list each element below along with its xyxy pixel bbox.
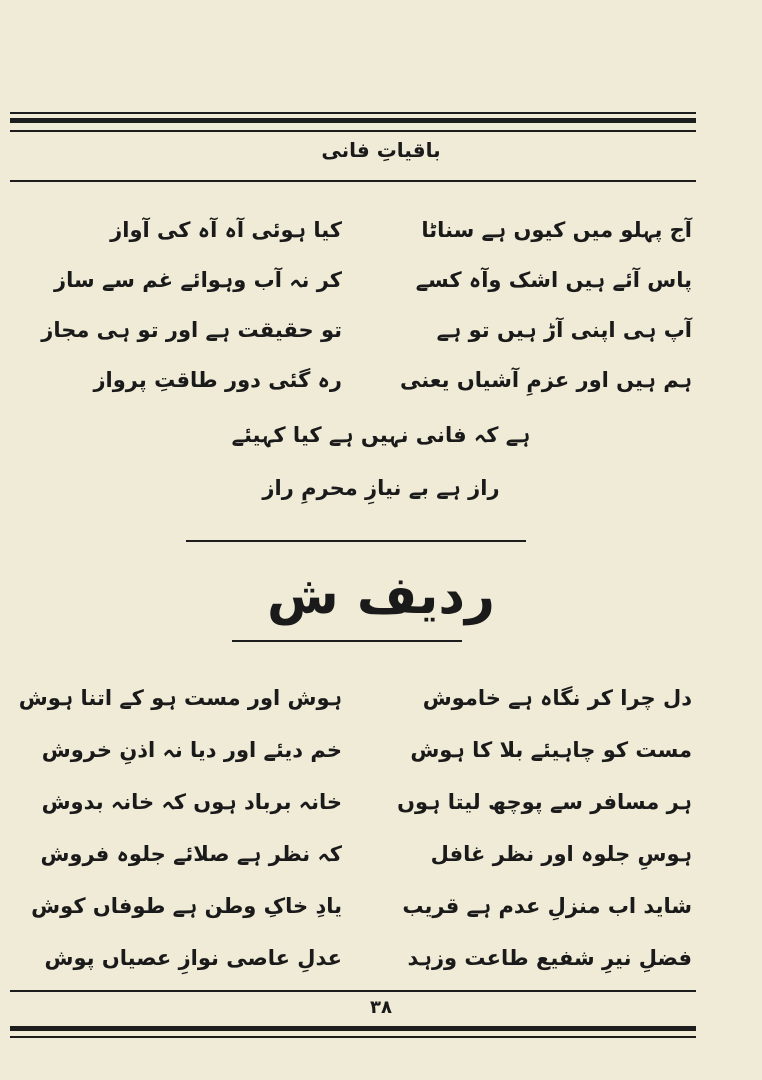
verse-9-left: یادِ خاکِ وطن ہے طوفاں کوش [31, 894, 342, 918]
closing-verse-2: راز ہے بے نیازِ محرمِ راز [262, 476, 500, 500]
verse-5-left: ہوش اور مست ہو کے اتنا ہوش [18, 686, 342, 710]
section-title: ردیف ش [267, 566, 495, 626]
verse-8-left: کہ نظر ہے صلائے جلوہ فروش [40, 842, 342, 866]
verse-10-right: فضلِ نیرِ شفیع طاعت وزہد [407, 946, 692, 970]
verse-3-right: آپ ہی اپنی آڑ ہیں تو ہے [436, 318, 692, 342]
footer-rule-top [10, 990, 696, 992]
verse-2-left: کر نہ آب وہوائے غم سے ساز [54, 268, 342, 292]
verse-1-left: کیا ہوئی آہ آہ کی آواز [110, 218, 342, 242]
verse-7-right: ہر مسافر سے پوچھ لیتا ہوں [397, 790, 692, 814]
verse-5-right: دل چرا کر نگاہ ہے خاموش [422, 686, 692, 710]
section-divider-bottom [232, 640, 462, 642]
verse-2-right: پاس آئے ہیں اشک وآہ کسے [415, 268, 692, 292]
verse-6-left: خم دیئے اور دیا نہ اذنِ خروش [41, 738, 342, 762]
footer-rule-thick [10, 1026, 696, 1031]
verse-6-right: مست کو چاہیئے بلا کا ہوش [410, 738, 692, 762]
verse-3-left: تو حقیقت ہے اور تو ہی مجاز [41, 318, 342, 342]
running-header: باقیاتِ فانی [321, 138, 441, 162]
page-number: ٣٨ [370, 997, 392, 1018]
footer-rule-bottom [10, 1036, 696, 1038]
section-divider-top [186, 540, 526, 542]
verse-7-left: خانہ برباد ہوں کہ خانہ بدوش [41, 790, 342, 814]
top-rule-lower [10, 130, 696, 132]
verse-4-right: ہم ہیں اور عزمِ آشیاں یعنی [399, 368, 692, 392]
verse-1-right: آج پہلو میں کیوں ہے سناٹا [421, 218, 692, 242]
top-rule-thick [10, 118, 696, 123]
closing-verse-1: ہے کہ فانی نہیں ہے کیا کہیئے [231, 423, 531, 447]
verse-4-left: رہ گئی دور طاقتِ پرواز [93, 368, 342, 392]
header-underline [10, 180, 696, 182]
verse-9-right: شاید اب منزلِ عدم ہے قریب [402, 894, 692, 918]
verse-8-right: ہوسِ جلوہ اور نظر غافل [430, 842, 692, 866]
top-rule-thin [10, 112, 696, 114]
verse-10-left: عدلِ عاصی نوازِ عصیاں پوش [44, 946, 342, 970]
